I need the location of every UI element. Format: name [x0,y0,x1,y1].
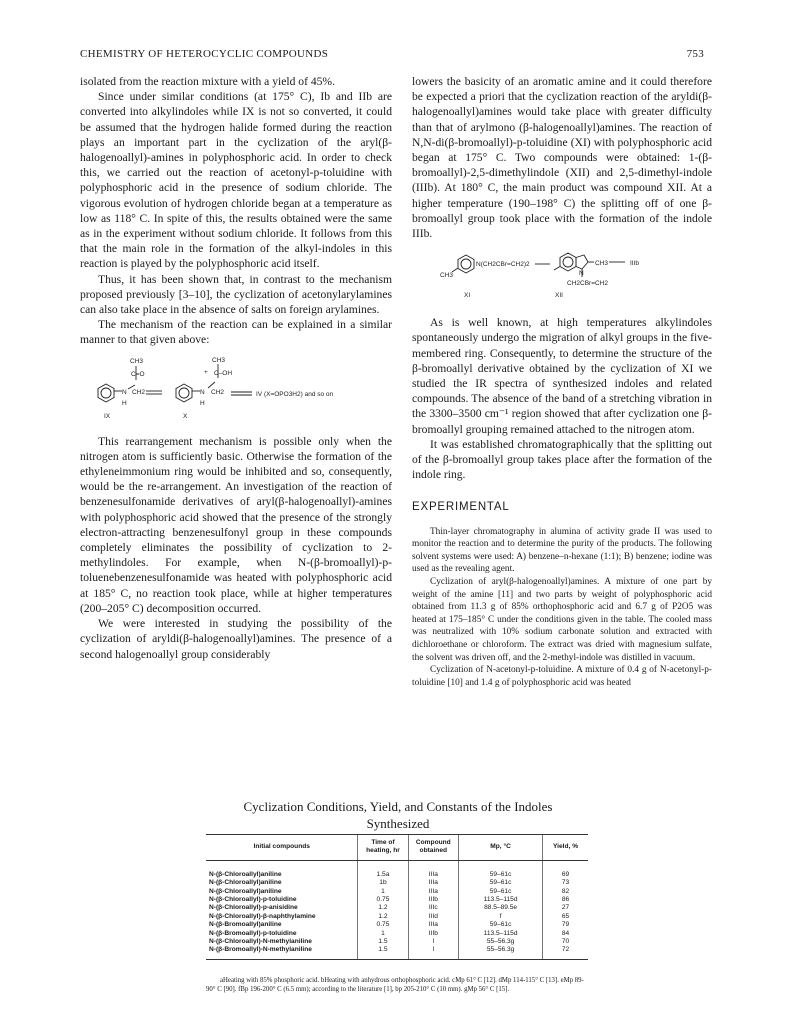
scheme-label: CH3 [595,260,609,268]
table-cell: 1.5 [358,938,408,946]
benzene-ring-ix [98,384,114,402]
column-header: Compound obtained [408,835,459,861]
table-row [206,921,588,929]
benzene-ring-x [176,384,192,402]
left-column [80,74,392,662]
table-row [206,888,588,896]
paragraph: The mechanism of the reaction can be explained in a similar manner to that given above: [80,318,392,347]
table-cell: 1.5a [358,860,408,879]
table-cell: N-(β-Chloroallyl)aniline [209,870,282,878]
table-row [206,938,588,946]
table-cell: 88.5–89.5e [459,904,543,912]
table-cell: 59–61c [459,888,543,896]
paragraph: Since under similar conditions (at 175° C), Ib and IIb are converted into alkylindoles while IX is not so converted, it could be assumed that the hydrogen halide formed during the reaction plays an important part in the cyclization of the aryl(β-halogenoallyl)-amines in polyphosphoric acid. In order to check this, we carried out the reaction of acetonyl-p-toluidine with polyphosphoric acid in the presence of sodium chloride. The vigorous evolution of hydrogen chloride began at a temperature as low as 118° C. In spite of this, the results obtained were the same as in the experiment without sodium chloride. It follows from this that the main role in the formation of the alkyl-indoles in this reaction is played by the polyphosphoric acid itself. [80,90,392,271]
table-cell: 1.5 [358,946,408,959]
scheme-label: CH2 [132,388,146,396]
page-number: 753 [686,48,704,60]
right-column [412,74,712,689]
table-cell: 59–61c [459,879,543,887]
scheme-label: + [204,368,208,376]
table-title-line: Synthesized [366,816,430,831]
paragraph: This rearrangement mechanism is possible only when the nitrogen atom is sufficiently basic. Otherwise the formation of the ethyleneimmonium ring would be inhibited and so, consequently, would be the re-arrangement. An investigation of the reaction of benzenesulfonamide derivatives of aryl(β-halogenoallyl)-amines with polyphosphoric acid showed that the presence of the strongly electron-attracting benzenesulfonyl group in these compounds completely eliminates the possibility of cyclization to 2-methylindoles. For example, when N-(β-bromoallyl)-p-toluenebenzenesulfonamide was heated with polyphosphoric acid at 185° C, no reaction took place, while at higher temperatures (200–205° C) decomposition occurred. [80,434,392,615]
paragraph-small: Thin-layer chromatography in alumina of activity grade II was used to monitor the reaction and to determine the purity of the products. The following solvent systems were used: A) benzene–n-hexane (1:1); B) benzene; iodine was used as the revealing agent. [412,526,712,575]
table-cell: 1 [358,888,408,896]
table-cell: 27 [543,904,588,912]
table-cell: IIId [408,913,459,921]
table-cell: IIIb [408,930,459,938]
scheme-label: CH2CBr=CH2 [567,280,608,288]
table-cell: 59–61c [459,860,543,879]
table-cell: 84 [543,930,588,938]
paragraph: It was established chromatographically that the splitting out of the β-bromoallyl group takes place after the formation of the indole ring. [412,437,712,482]
scheme-label: IV (X=OPO3H2) and so on [256,390,334,398]
table-cell: IIIa [408,860,459,879]
scheme-label: IIIb [630,260,640,268]
table-cell: 69 [543,860,588,879]
table-row [206,879,588,887]
table-cell: IIIa [408,879,459,887]
table-cell: 1.2 [358,904,408,912]
compound-label-xi: XI [464,292,471,300]
table-cell: IIIb [408,896,459,904]
scheme-label: CH3 [130,357,144,365]
benzene-ring-xi [458,255,474,273]
table-row [206,913,588,921]
table-cell: 55–56.3g [459,946,543,959]
journal-title: CHEMISTRY OF HETEROCYCLIC COMPOUNDS [80,48,329,60]
table-title-line: Cyclization Conditions, Yield, and Constants of the Indoles [243,799,553,814]
table-cell: 55–56.3g [459,938,543,946]
scheme-label: N(CH2CBr=CH2)2 [476,261,530,269]
results-table [206,834,588,960]
results-table-container [206,834,588,960]
table-cell: 70 [543,938,588,946]
table-cell: 1.2 [358,913,408,921]
scheme-label: CH2 [211,388,225,396]
paragraph: As is well known, at high temperatures alkylindoles spontaneously undergo the migration of alkyl groups in the five-membered ring. Consequently, to determine the structure of the β-bromoallyl derivative obtained by the cyclization of XI we studied the IR spectra of synthesized indoles and related compounds. The absence of the band of a stretching vibration in the 3300–3500 cm⁻¹ region showed that after cyclization one β-bromoallyl grouping remained attached to the nitrogen atom. [412,316,712,436]
reaction-scheme-ix-x [80,356,392,422]
column-header: Initial compounds [206,835,358,861]
table-cell: f [459,913,543,921]
section-heading: EXPERIMENTAL [412,501,510,514]
table-row [206,896,588,904]
column-header: Time of heating, hr [358,835,408,861]
table-cell: 65 [543,913,588,921]
table-header-row [206,835,588,861]
scheme-label: CH3 [440,272,454,280]
column-header: Yield, % [543,835,588,861]
table-cell: I [408,946,459,959]
table-cell: I [408,938,459,946]
table-cell: 113.5–115d [459,896,543,904]
paragraph: We were interested in studying the possibility of the cyclization of aryldi(β-halogenoallyl)amines. The presence of a second halogenoallyl group considerably [80,617,392,661]
scheme-label: CH3 [212,356,226,364]
table-cell: N-(β-Chloroallyl)-β-naphthylamine [209,912,316,920]
compound-label-xii: XII [555,292,563,300]
paragraph: lowers the basicity of an aromatic amine and it could therefore be expected a priori that the cyclization reaction of the aryldi(β-halogenoallyl)amines would take place with greater difficulty than that of arylmono (β-halogenoallyl)amines. The reaction of N,N-di(β-bromoallyl)-p-toluidine (XI) with polyphosphoric acid began at 175° C. Two compounds were obtained: 1-(β-bromoallyl)-2,5-dimethylindole (XII) and 2,5-dimethyl-indole (IIIb). At 180° C, the main product was compound XII. At a higher temperature (190–198° C) the splitting off of one β-bromoallyl group took place with the formation of the indole IIIb. [412,75,712,241]
paragraph: isolated from the reaction mixture with a yield of 45%. [80,75,335,88]
table-cell: 82 [543,888,588,896]
table-cell: 113.5–115d [459,930,543,938]
table-cell: 1 [358,930,408,938]
column-header: Mp, °C [459,835,543,861]
table-cell: 0.75 [358,896,408,904]
table-cell: N-(β-Chloroallyl)aniline [209,887,282,895]
table-cell: N-(β-Chloroallyl)-p-toluidine [209,896,297,904]
table-cell: 1b [358,879,408,887]
scheme-label: H [122,399,127,407]
table-cell: IIIa [408,921,459,929]
table-cell: N-(β-Chloroallyl)-N-methylaniline [209,938,312,946]
scheme-xi-xii-drawing [412,247,712,305]
running-header [80,48,704,62]
scheme-label: H [200,399,205,407]
paragraph: Thus, it has been shown that, in contrast to the mechanism proposed previously [3–10], the cyclization of acetonylarylamines can also take place in the absence of salts on foreign arylamines. [80,272,392,317]
table-row [206,860,588,879]
table-row [206,904,588,912]
table-row [206,930,588,938]
benzene-ring-xii [560,253,576,271]
scheme-label: C=O [131,370,145,378]
pyrrole-ring-xii [576,255,588,269]
table-row [206,946,588,959]
table-cell: N-(β-Chloroallyl)-p-anisidine [209,904,298,912]
table-cell: N-(β-Bromoallyl)aniline [209,921,282,929]
table-title [188,798,608,832]
table-cell: 79 [543,921,588,929]
table-cell: IIIa [408,888,459,896]
table-cell: 59–61c [459,921,543,929]
table-footnote: aHeating with 85% phosphoric acid. bHeating with anhydrous orthophosphoric acid. cMp 61° C [12]. dMp 114-115° C [13]. eMp 89-90° C [90]. fBp 196-200° C (6.5 mm); according to the literature [1], bp 205-210° C (10 mm). gMp 56° C [15]. [206,977,584,993]
compound-label-ix: IX [104,412,111,420]
reaction-scheme-xi-xii [412,247,712,305]
table-cell: 73 [543,879,588,887]
scheme-label: C–OH [214,369,233,377]
scheme-label: N [122,388,127,396]
table-cell: IIIc [408,904,459,912]
table-cell: N-(β-Bromoallyl)-N-methylaniline [206,946,358,959]
paragraph-small: Cyclization of aryl(β-halogenoallyl)amines. A mixture of one part by weight of the amine [11] and two parts by weight of polyphosphoric acid obtained from 11.3 g of 85% orthophosphoric acid and 6.7 g of P2O5 was heated at 175–185° C under the conditions given in the table. The cooled mass was neutralized with 10% sodium carbonate solution and extracted with dichloroethane or chloroform. The extract was dried with magnesium sulfate, the solvent was driven off, and the 2-methyl-indole was distilled in vacuum. [412,577,712,663]
table-cell: N-(β-Bromoallyl)-p-toluidine [209,929,297,937]
scheme-label: N [200,388,205,396]
table-cell: 86 [543,896,588,904]
table-cell: 72 [543,946,588,959]
paragraph-small: Cyclization of N-acetonyl-p-toluidine. A mixture of 0.4 g of N-acetonyl-p-toluidine [10] and 1.4 g of polyphosphoric acid was heated [412,665,712,688]
table-cell: N-(β-Chloroallyl)aniline [209,879,282,887]
table-cell: 0.75 [358,921,408,929]
scheme-label: N [579,270,584,278]
compound-label-x: X [183,412,188,420]
scheme-ix-x-drawing [80,356,392,422]
